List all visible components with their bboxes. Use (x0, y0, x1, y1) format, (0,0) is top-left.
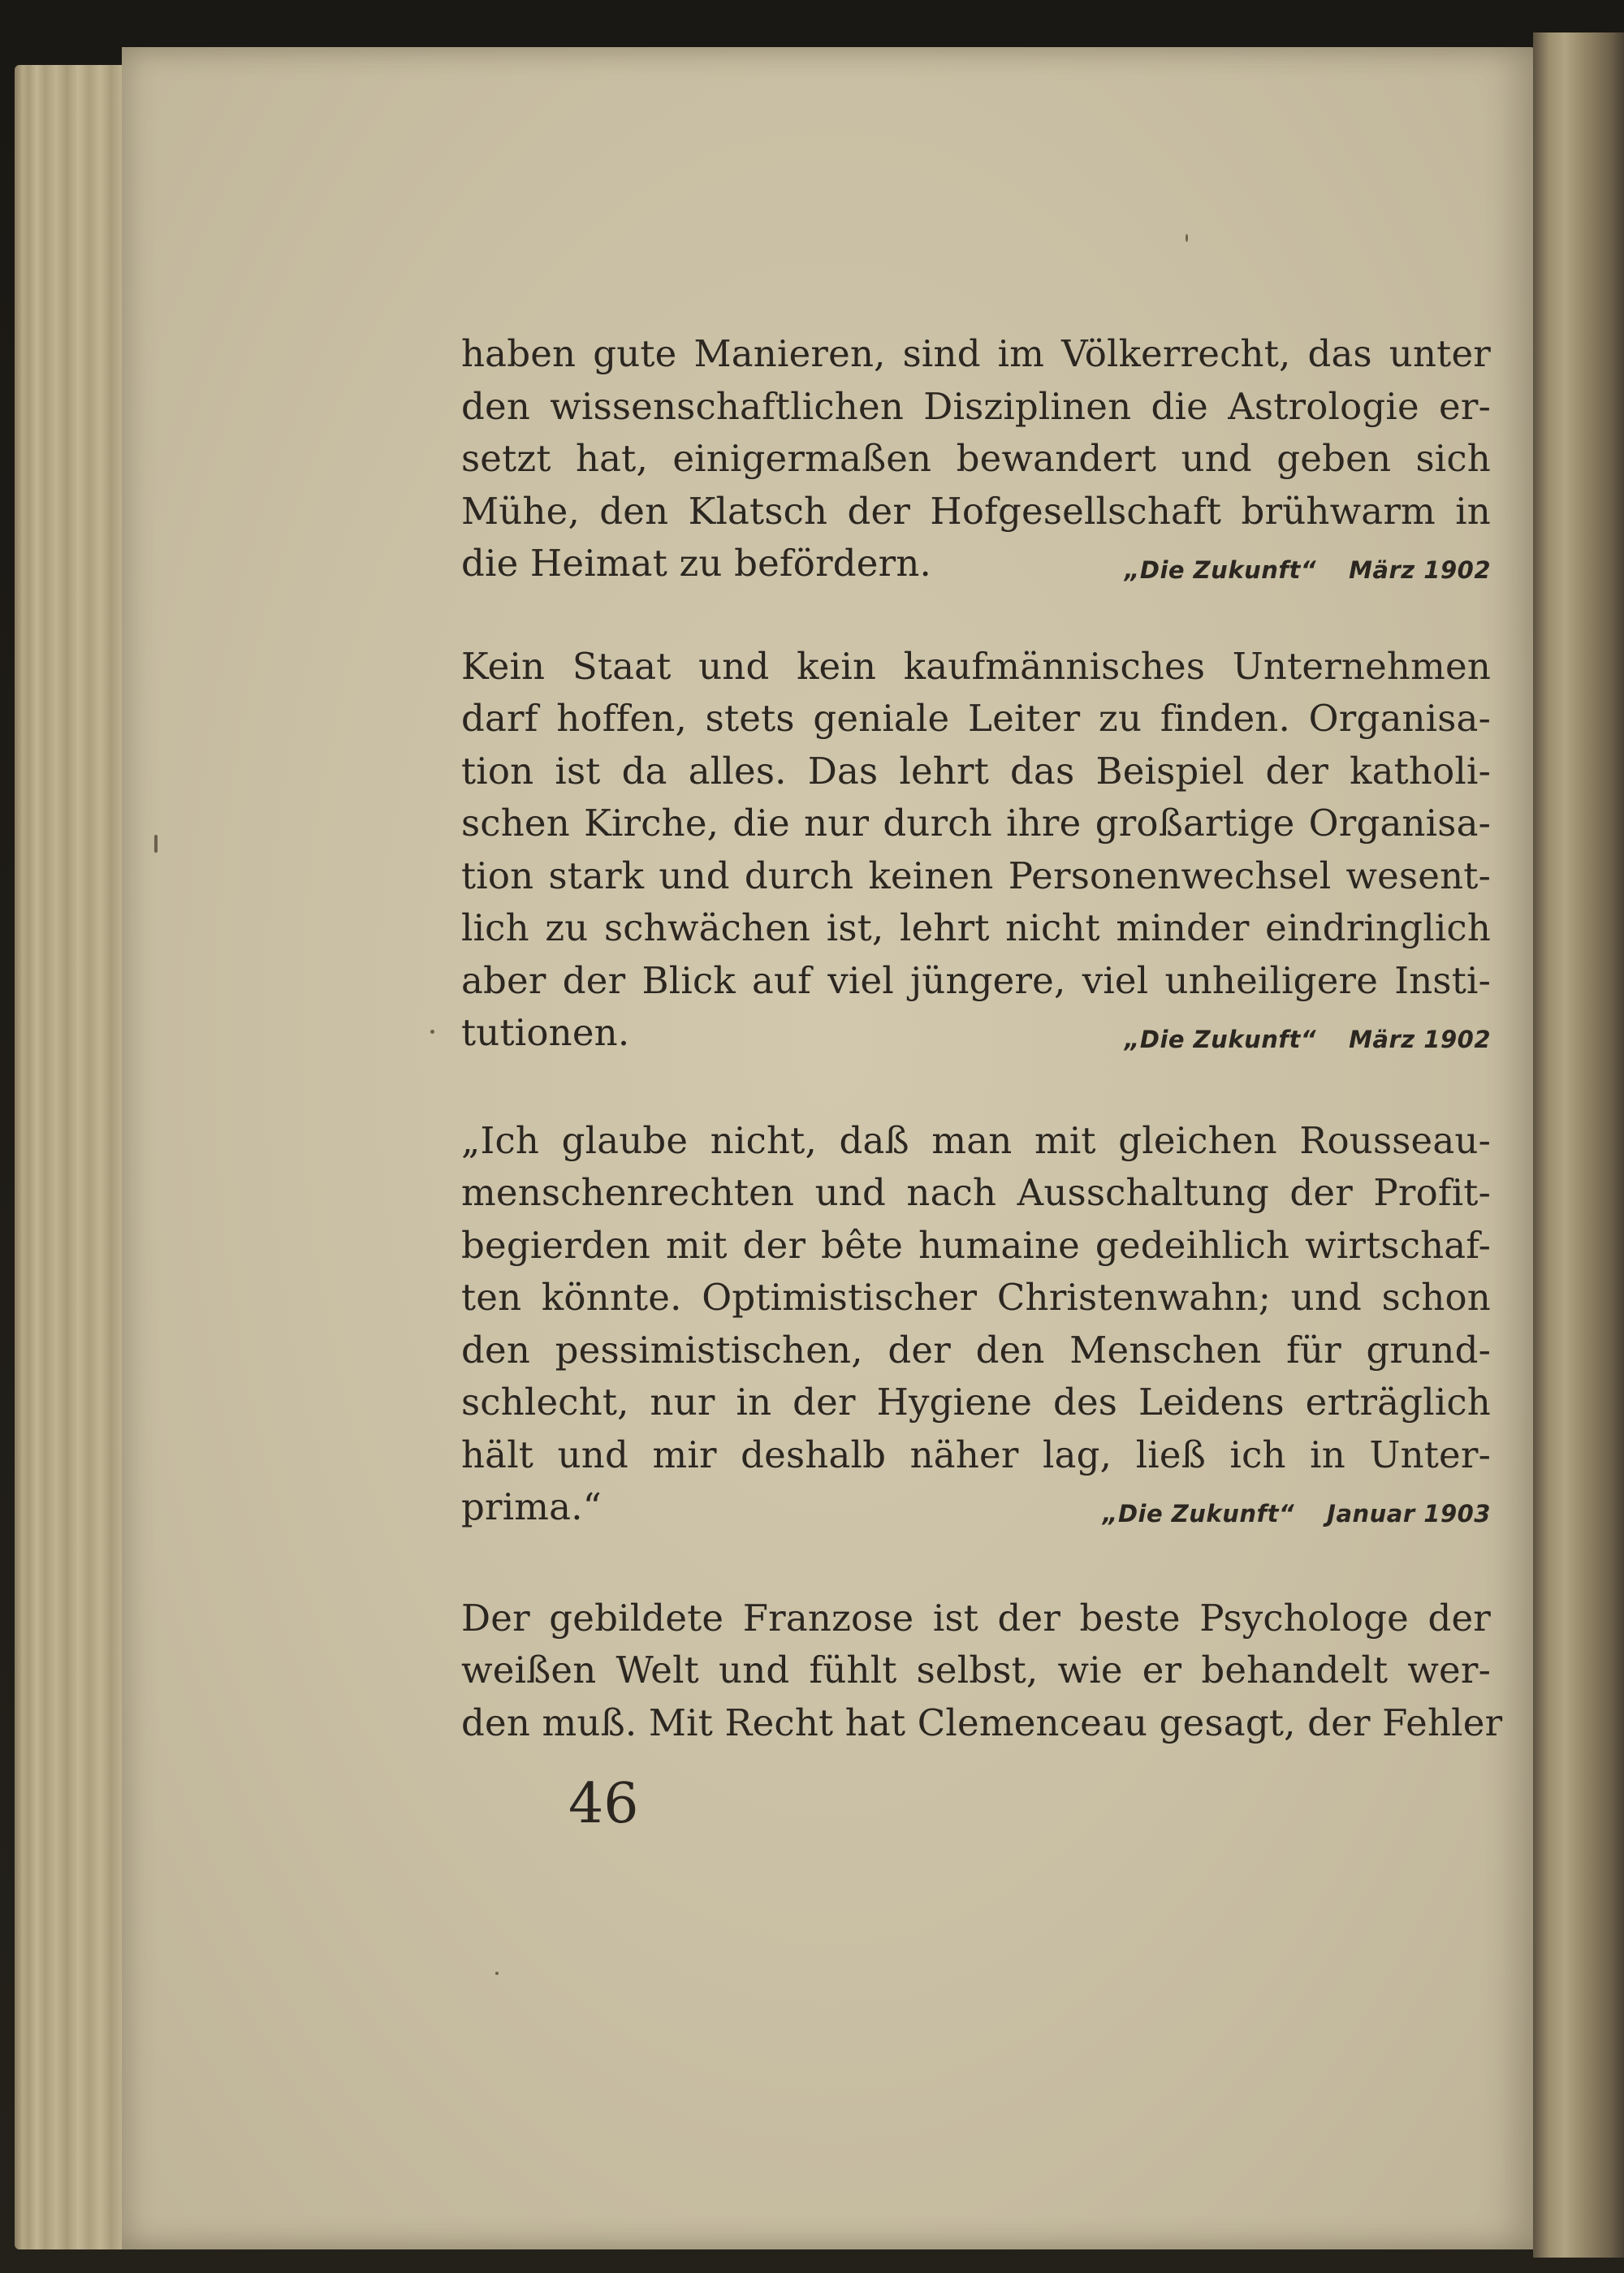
facing-page-edge (1533, 32, 1624, 2258)
paper-speck (495, 1972, 499, 1975)
paragraph-3 (461, 1115, 1491, 1534)
text-line: lich zu schwächen ist, lehrt nicht minder eindringlich (461, 906, 1491, 949)
citation (1125, 544, 1491, 597)
text-line: hält und mir deshalb näher lag, ließ ich in Unter- (461, 1433, 1491, 1476)
citation-source: „Die Zukunft“ (1124, 556, 1317, 584)
text-line: prima.“ (461, 1485, 602, 1528)
text-line: Mühe, den Klatsch der Hofgesellschaft brühwarm in (461, 489, 1491, 533)
citation (1125, 1013, 1491, 1066)
text-line: aber der Blick auf viel jüngere, viel unheiligere Insti- (461, 958, 1491, 1002)
text-line-last (461, 1007, 1491, 1060)
text-line: darf hoffen, stets geniale Leiter zu finden. Organisa- (461, 697, 1491, 740)
body-text (461, 328, 1503, 1749)
text-line-last (461, 1481, 1491, 1534)
text-line: tion stark und durch keinen Personenwechsel wesent- (461, 853, 1491, 897)
paper-speck (1186, 234, 1188, 242)
text-line: menschenrechten und nach Ausschaltung der Profit- (461, 1171, 1491, 1214)
text-line: schlecht, nur in der Hygiene des Leidens erträglich (461, 1381, 1491, 1424)
text-line: ten könnte. Optimistischer Christenwahn; und schon (461, 1276, 1491, 1319)
paper-speck (430, 1030, 434, 1034)
text-line: Der gebildete Franzose ist der beste Psychologe der (461, 1596, 1491, 1640)
citation-date: März 1902 (1349, 1026, 1491, 1053)
text-line-last (461, 538, 1491, 590)
text-line: tutionen. (461, 1011, 630, 1054)
page-number: 46 (568, 1772, 639, 1836)
citation-date: März 1902 (1349, 556, 1491, 584)
text-line: Kein Staat und kein kaufmännisches Unternehmen (461, 644, 1491, 688)
paragraph-4 (461, 1592, 1503, 1750)
text-line: den pessimistischen, der den Menschen für grund- (461, 1328, 1491, 1372)
text-line: die Heimat zu befördern. (461, 542, 932, 585)
text-line: „Ich glaube nicht, daß man mit gleichen Rousseau- (461, 1118, 1491, 1162)
text-line: tion ist da alles. Das lehrt das Beispiel der katholi- (461, 749, 1491, 793)
citation-date: Januar 1903 (1327, 1500, 1491, 1528)
text-line: den muß. Mit Recht hat Clemenceau gesagt, der Fehler (461, 1700, 1503, 1744)
text-line: weißen Welt und fühlt selbst, wie er behandelt wer- (461, 1649, 1491, 1692)
text-line: den wissenschaftlichen Disziplinen die Astrologie er- (461, 384, 1491, 428)
text-line: setzt hat, einigermaßen bewandert und geben sich (461, 437, 1491, 480)
text-line: haben gute Manieren, sind im Völkerrecht, das unter (461, 332, 1491, 375)
citation-source: „Die Zukunft“ (1102, 1500, 1295, 1528)
text-line: schen Kirche, die nur durch ihre großartige Organisa- (461, 802, 1491, 845)
text-line: begierden mit der bête humaine gedeihlich wirtschaf- (461, 1223, 1491, 1267)
citation (1103, 1488, 1491, 1541)
paragraph-1 (461, 328, 1491, 590)
citation-source: „Die Zukunft“ (1124, 1026, 1317, 1053)
paragraph-2 (461, 641, 1491, 1060)
paper-speck (154, 835, 158, 853)
